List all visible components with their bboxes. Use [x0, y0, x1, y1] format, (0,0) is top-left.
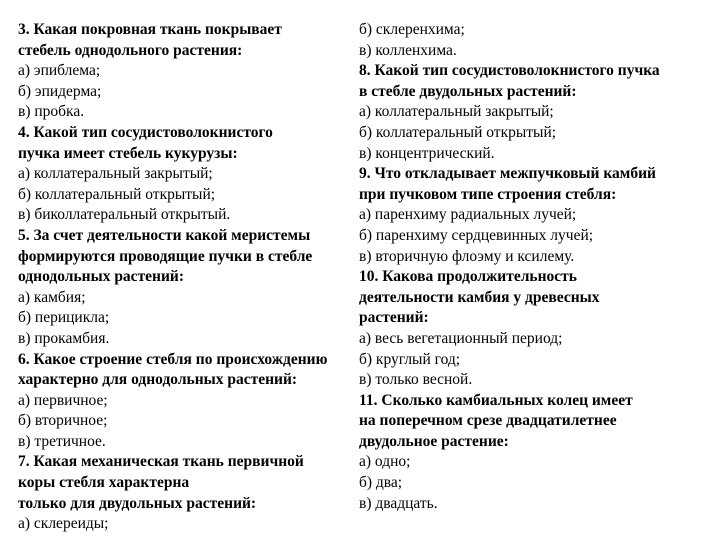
left-answer-option: а) эпиблема;: [18, 62, 101, 80]
right-answer-option: а) весь вегетационный период;: [359, 329, 563, 347]
left-question-line: формируются проводящие пучки в стебле: [18, 247, 313, 265]
left-answer-option: в) пробка.: [18, 103, 85, 121]
right-answer-option: в) колленхима.: [359, 41, 457, 59]
left-answer-option: б) перицикла;: [18, 309, 110, 327]
right-answer-option: б) два;: [359, 474, 403, 492]
right-question-line: в стебле двудольных растений:: [359, 82, 577, 100]
right-answer-option: б) склеренхима;: [359, 21, 465, 38]
left-question-line: пучка имеет стебель кукурузы:: [18, 144, 238, 162]
left-answer-option: а) склереиды;: [18, 515, 109, 533]
left-answer-option: б) вторичное;: [18, 412, 108, 430]
left-question-line: 3. Какая покровная ткань покрывает: [18, 21, 282, 38]
right-question-line: 9. Что откладывает межпучковый камбий: [359, 165, 656, 183]
right-answer-option: а) паренхиму радиальных лучей;: [359, 206, 577, 224]
left-answer-option: в) биколлатеральный открытый.: [18, 206, 231, 224]
right-question-line: при пучковом типе строения стебля:: [359, 185, 617, 203]
left-question-line: 7. Какая механическая ткань первичной: [18, 453, 304, 471]
right-answer-option: в) двадцать.: [359, 494, 438, 512]
right-answer-option: а) одно;: [359, 453, 411, 471]
left-question-line: коры стебля характерна: [18, 474, 190, 492]
right-question-line: деятельности камбия у древесных: [359, 288, 600, 306]
left-question-line: характерно для однодольных растений:: [18, 371, 298, 389]
right-question-line: растений:: [359, 309, 429, 327]
right-answer-option: в) вторичную флоэму и ксилему.: [359, 247, 575, 265]
left-answer-option: а) камбия;: [18, 288, 86, 306]
left-question-line: 6. Какое строение стебля по происхождению: [18, 350, 328, 368]
left-answer-option: в) прокамбия.: [18, 329, 110, 347]
right-question-line: 10. Какова продолжительность: [359, 268, 577, 286]
left-question-line: 5. За счет деятельности какой меристемы: [18, 226, 311, 244]
right-question-line: двудольное растение:: [359, 432, 509, 450]
right-question-line: 8. Какой тип сосудистоволокнистого пучка: [359, 62, 660, 80]
left-answer-option: б) коллатеральный открытый;: [18, 185, 216, 203]
left-answer-option: а) первичное;: [18, 391, 108, 409]
right-question-line: 11. Сколько камбиальных колец имеет: [359, 391, 633, 409]
right-answer-option: б) паренхиму сердцевинных лучей;: [359, 226, 594, 244]
right-answer-option: в) только весной.: [359, 371, 473, 389]
right-answer-option: б) коллатеральный открытый;: [359, 123, 557, 141]
right-answer-option: б) круглый год;: [359, 350, 461, 368]
left-column: [18, 20, 363, 535]
right-question-line: на поперечном срезе двадцатилетнее: [359, 412, 617, 430]
left-answer-option: а) коллатеральный закрытый;: [18, 165, 213, 183]
right-answer-option: а) коллатеральный закрытый;: [359, 103, 554, 121]
left-answer-option: б) эпидерма;: [18, 82, 102, 100]
right-column: [359, 20, 704, 514]
left-question-line: 4. Какой тип сосудистоволокнистого: [18, 123, 273, 141]
left-question-line: стебель однодольного растения:: [18, 41, 243, 59]
right-answer-option: в) концентрический.: [359, 144, 495, 162]
left-question-line: только для двудольных растений:: [18, 494, 257, 512]
left-answer-option: в) третичное.: [18, 432, 106, 450]
left-question-line: однодольных растений:: [18, 268, 185, 286]
